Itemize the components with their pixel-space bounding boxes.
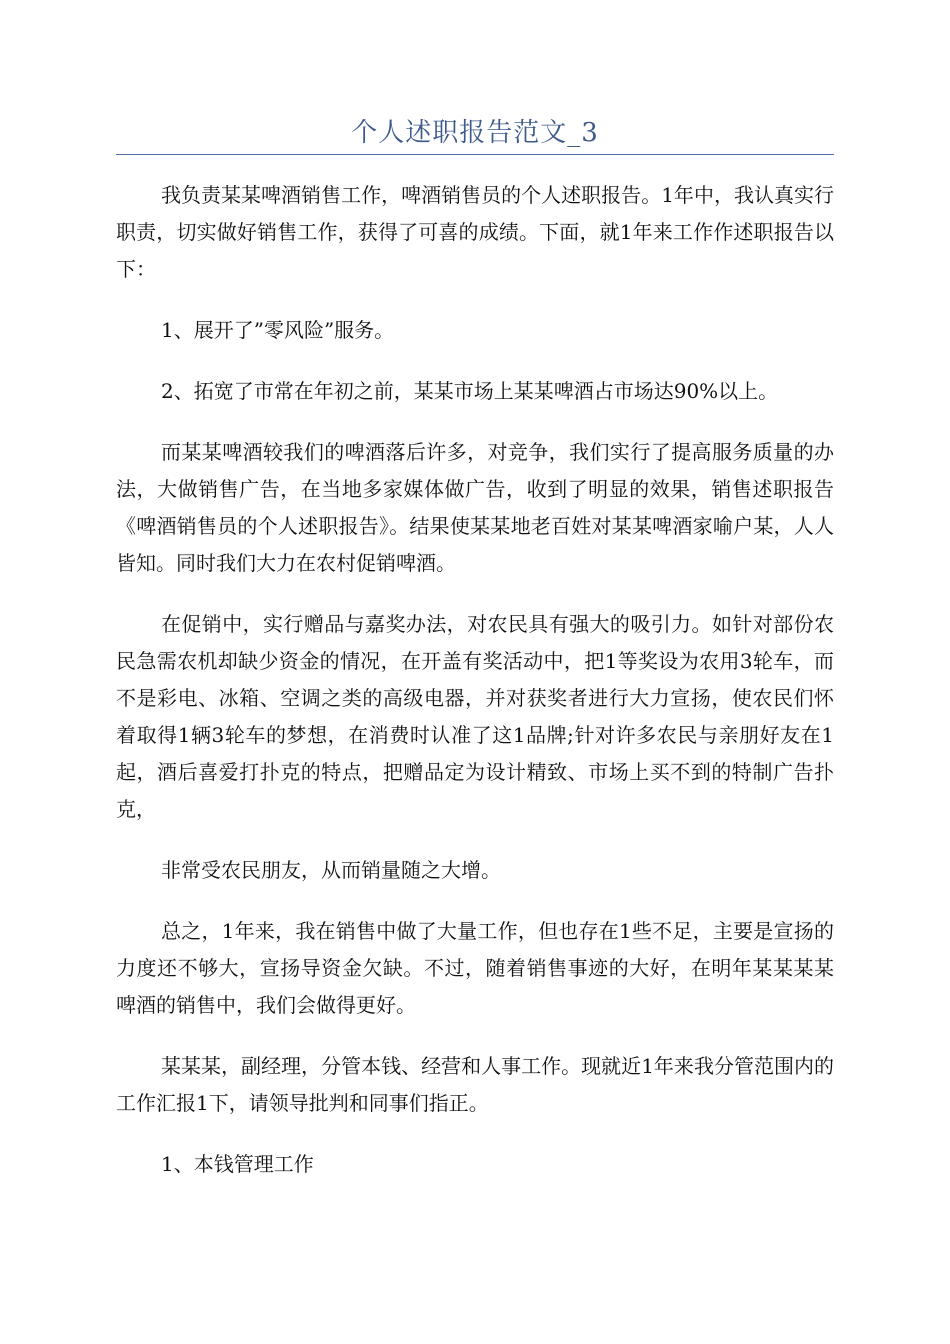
paragraph-intro: 我负责某某啤酒销售工作，啤酒销售员的个人述职报告。1年中，我认真实行职责，切实做好销售工作，获得了可喜的成绩。下面，就1年来工作作述职报告以下： (116, 183, 834, 281)
paragraph-item-1: 1、展开了”零风险”服务。 (161, 318, 395, 342)
paragraph-competition: 而某某啤酒较我们的啤酒落后许多，对竞争，我们实行了提高服务质量的办法，大做销售广告，在当地多家媒体做广告，收到了明显的效果，销售述职报告《啤酒销售员的个人述职报告》。结果使某某地老百姓对某某啤酒家喻户某，人人皆知。同时我们大力在农村促销啤酒。 (116, 440, 834, 575)
paragraph-item-2: 2、拓宽了市常在年初之前，某某市场上某某啤酒占市场达90%以上。 (161, 379, 779, 403)
paragraph-sales-increase: 非常受农民朋友，从而销量随之大增。 (161, 858, 501, 882)
paragraph-summary: 总之，1年来，我在销售中做了大量工作，但也存在1些不足，主要是宣扬的力度还不够大，宣扬导资金欠缺。不过，随着销售事迹的大好，在明年某某某某啤酒的销售中，我们会做得更好。 (116, 919, 834, 1017)
paragraph-promotion: 在促销中，实行赠品与嘉奖办法，对农民具有强大的吸引力。如针对部份农民急需农机却缺少资金的情况，在开盖有奖活动中，把1等奖设为农用3轮车，而不是彩电、冰箱、空调之类的高级电器，并对获奖者进行大力宣扬，使农民们怀着取得1辆3轮车的梦想，在消费时认准了这1品牌;针对许多农民与亲朋好友在1起，酒后喜爱打扑克的特点，把赠品定为设计精致、市场上买不到的特制广告扑克， (116, 612, 834, 821)
paragraph-cost-management-heading: 1、本钱管理工作 (161, 1152, 314, 1176)
paragraph-manager-intro: 某某某，副经理，分管本钱、经营和人事工作。现就近1年来我分管范围内的工作汇报1下，请领导批判和同事们指正。 (116, 1054, 834, 1115)
document-title: 个人述职报告范文_3 (351, 118, 599, 148)
title-underline-divider (116, 154, 834, 155)
document-body (116, 177, 834, 1207)
